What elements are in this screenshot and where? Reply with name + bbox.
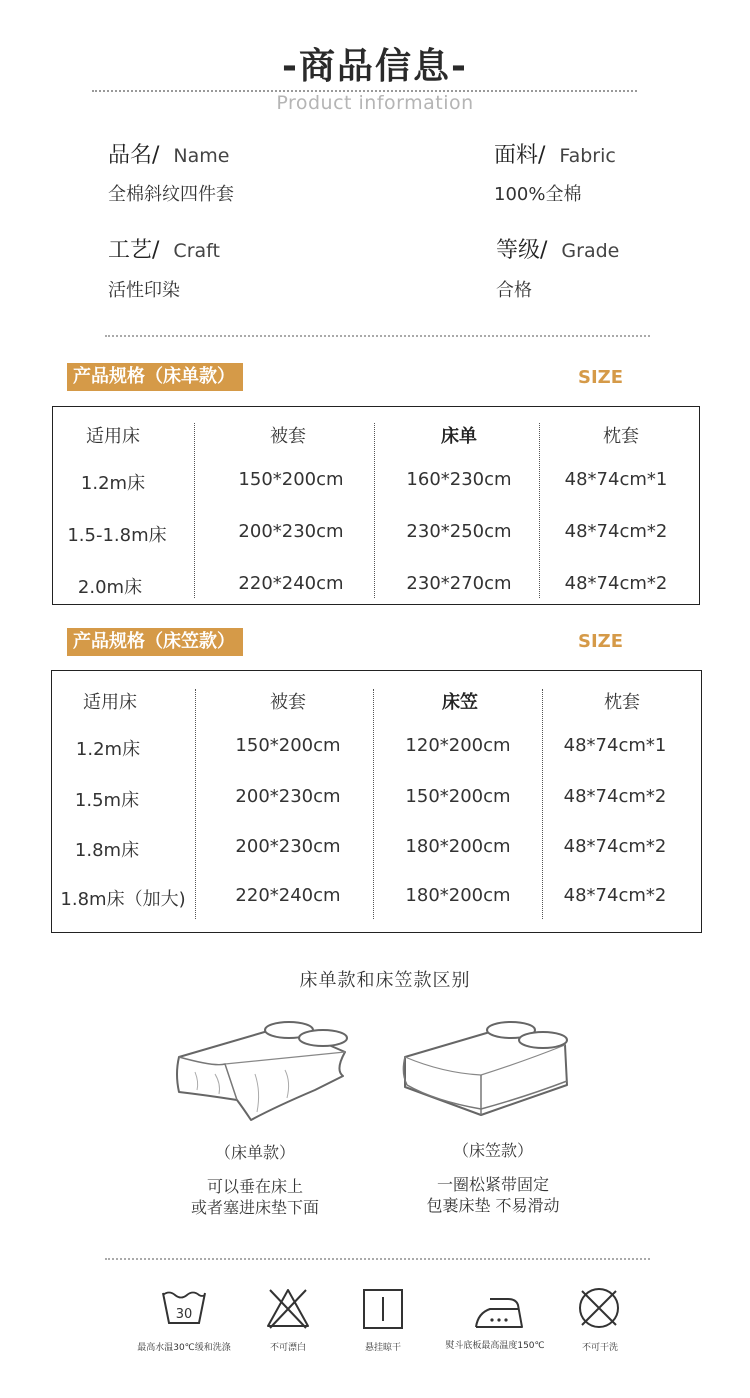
fitted-desc-2: 包裹床垫 不易滑动 [426,1196,560,1215]
flat-header-sheet: 床单 [441,426,477,447]
fitted-cell: 48*74cm*2 [563,786,667,807]
fitted-type-name: （床笠款） [452,1141,533,1160]
flat-cell: 230*270cm [406,573,512,594]
flat-desc-1: 可以垂在床上 [206,1177,303,1196]
wash-temp-number: 30 [175,1307,193,1322]
page-title: -商品信息- [282,46,468,87]
fitted-spec-table [51,670,702,933]
fitted-cell: 1.2m床 [75,739,141,760]
info-grade [496,233,619,264]
iron-label: 熨斗底板最高温度150℃ [445,1341,545,1351]
flat-spec-table [52,406,700,605]
craft-en: Craft [173,240,220,262]
difference-title: 床单款和床笠款区别 [299,970,471,991]
name-value: 全棉斜纹四件套 [108,184,234,205]
flat-cell: 48*74cm*2 [564,521,668,542]
grade-label: 等级/ [496,238,548,263]
flat-cell: 200*230cm [238,521,344,542]
grade-en: Grade [561,240,620,262]
flat-sheet-illustration [165,1012,360,1127]
craft-value: 活性印染 [108,280,180,301]
flat-col-divider-3 [539,423,540,598]
fitted-cell: 180*200cm [405,836,511,857]
no-dry-clean-icon [576,1285,622,1331]
info-fabric [494,138,616,169]
flat-cell: 220*240cm [238,573,344,594]
fabric-en: Fabric [559,145,616,167]
name-en: Name [173,145,230,167]
info-name [108,138,229,169]
fitted-col-divider-1 [195,689,196,919]
fitted-cell: 150*200cm [405,786,511,807]
fitted-desc-1: 一圈松紧带固定 [436,1175,549,1194]
fitted-cell: 180*200cm [405,885,511,906]
fitted-cell: 200*230cm [235,836,341,857]
fitted-header-bed: 适用床 [83,692,137,713]
fitted-cell: 120*200cm [405,735,511,756]
flat-spec-tag: 产品规格（床单款） [67,363,243,391]
info-divider [105,335,650,337]
grade-value: 合格 [496,280,532,301]
fitted-sheet-illustration [395,1015,580,1120]
fitted-size-label: SIZE [578,631,624,652]
flat-size-label: SIZE [578,367,624,388]
fitted-cell: 48*74cm*2 [563,836,667,857]
name-label: 品名/ [108,143,160,168]
iron-150-icon [470,1295,528,1331]
fitted-cell: 1.5m床 [74,790,140,811]
care-divider [105,1258,650,1260]
flat-cell: 230*250cm [406,521,512,542]
flat-header-duvet: 被套 [270,426,306,447]
flat-header-pillow: 枕套 [603,426,639,447]
fitted-cell: 150*200cm [235,735,341,756]
fitted-header-fitted: 床笠 [442,692,478,713]
flat-col-divider-2 [374,423,375,598]
info-craft [108,233,220,264]
bleach-label: 不可漂白 [269,1343,306,1353]
fitted-cell: 200*230cm [235,786,341,807]
fitted-spec-tag: 产品规格（床笠款） [67,628,243,656]
fabric-label: 面料/ [494,143,546,168]
flat-type-name: （床单款） [214,1143,295,1162]
fitted-cell: 48*74cm*2 [563,885,667,906]
flat-cell: 150*200cm [238,469,344,490]
flat-cell: 48*74cm*1 [564,469,668,490]
wash-label: 最高水温30℃缓和洗涤 [137,1343,231,1353]
dry-clean-label: 不可干洗 [581,1343,618,1353]
fitted-cell: 220*240cm [235,885,341,906]
flat-header-bed: 适用床 [86,426,140,447]
flat-cell: 1.2m床 [80,473,146,494]
flat-cell: 1.5-1.8m床 [67,525,167,546]
wash-30-icon [160,1287,208,1327]
fitted-cell: 48*74cm*1 [563,735,667,756]
flat-cell: 2.0m床 [77,577,143,598]
no-bleach-icon [264,1286,312,1330]
page-subtitle: Product information [276,92,474,114]
flat-cell: 160*230cm [406,469,512,490]
dry-label: 悬挂晾干 [364,1343,401,1353]
fabric-value: 100%全棉 [494,184,582,205]
flat-desc-2: 或者塞进床垫下面 [190,1198,319,1217]
fitted-header-duvet: 被套 [270,692,306,713]
flat-col-divider-1 [194,423,195,598]
flat-cell: 48*74cm*2 [564,573,668,594]
fitted-cell: 1.8m床 [74,840,140,861]
craft-label: 工艺/ [108,238,160,263]
fitted-header-pillow: 枕套 [604,692,640,713]
hang-dry-icon [362,1288,404,1330]
fitted-cell: 1.8m床（加大) [60,889,186,910]
